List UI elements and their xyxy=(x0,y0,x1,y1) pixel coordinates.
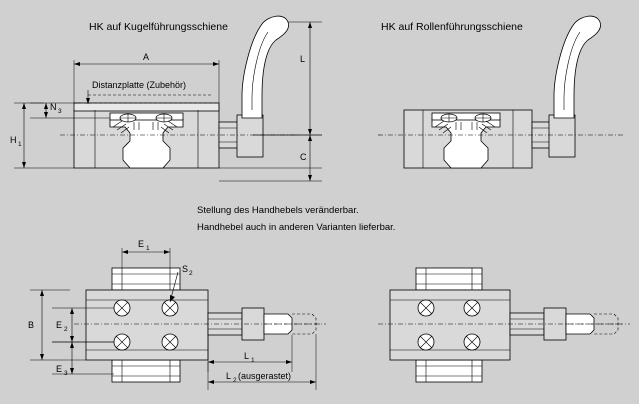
note-line-1: Stellung des Handhebels veränderbar. xyxy=(197,205,359,216)
dim-label-H1-sub: 1 xyxy=(18,141,22,148)
dim-label-L2-base: L xyxy=(226,371,232,381)
S2-label-base: S xyxy=(182,264,189,274)
dim-label-E3-sub: 3 xyxy=(64,370,68,377)
dim-label-L2-note: (ausgerastet) xyxy=(238,371,292,381)
dim-label-E1-base: E xyxy=(138,239,145,249)
dim-label-L2-sub: 2 xyxy=(233,377,237,384)
dim-label-E3-base: E xyxy=(56,364,63,374)
dim-label-A: A xyxy=(143,52,150,62)
title-right: HK auf Rollenführungsschiene xyxy=(381,21,523,33)
dim-label-E2-sub: 2 xyxy=(64,326,68,333)
dim-label-L1-sub: 1 xyxy=(251,357,255,364)
left-plan-body xyxy=(86,290,208,360)
note-line-2: Handhebel auch in anderen Varianten lieferbar. xyxy=(197,222,396,233)
dim-label-N3-sub: 3 xyxy=(58,108,62,115)
dim-label-E1-sub: 1 xyxy=(146,245,150,252)
dim-label-N3-base: N xyxy=(50,102,57,112)
left-handle-hub xyxy=(237,115,263,157)
dim-label-B: B xyxy=(28,320,35,330)
dim-label-E2-base: E xyxy=(56,320,63,330)
distanzplatte-callout: Distanzplatte (Zubehör) xyxy=(92,80,187,90)
dim-label-L: L xyxy=(300,54,306,64)
S2-label-sub: 2 xyxy=(189,270,193,277)
dim-label-H1-base: H xyxy=(10,135,17,145)
dim-label-L1-base: L xyxy=(244,351,250,361)
right-plan-body xyxy=(390,290,510,360)
title-left: HK auf Kugelführungsschiene xyxy=(89,21,228,33)
left-spacer-plate xyxy=(74,103,219,111)
right-handle-hub xyxy=(549,115,575,157)
dim-label-C: C xyxy=(300,152,307,162)
